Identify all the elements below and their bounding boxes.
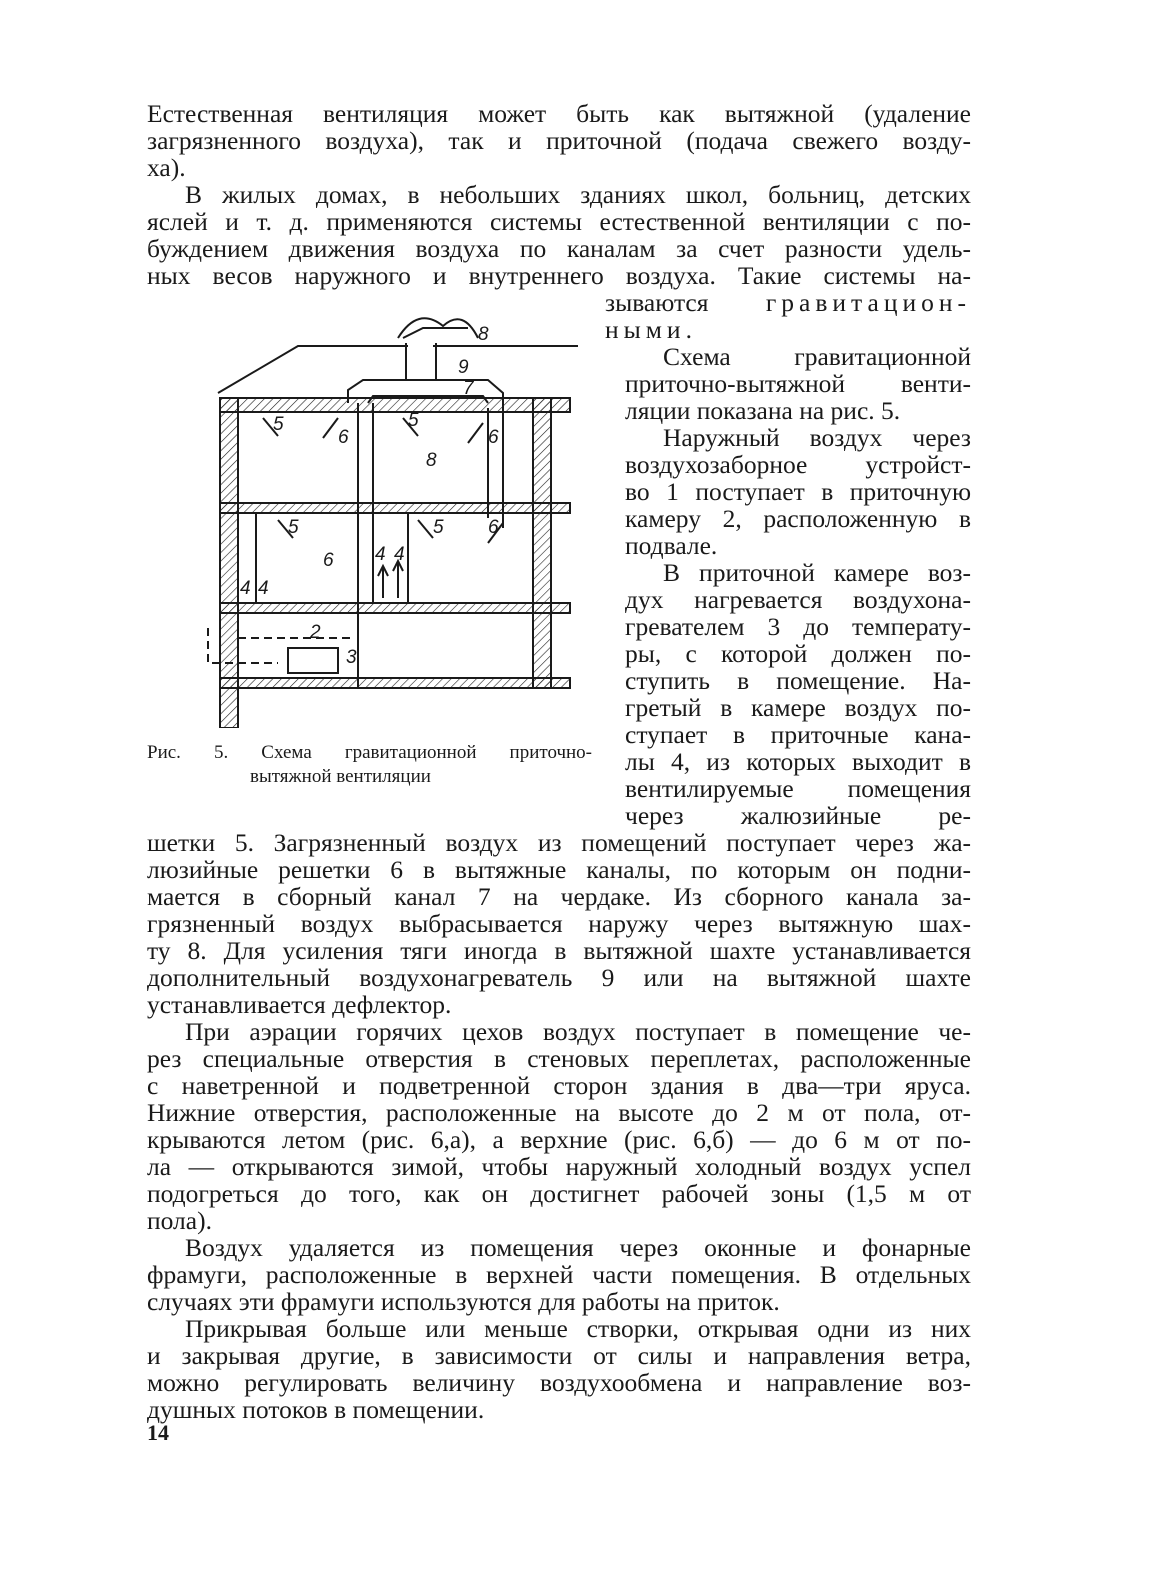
label-6: 6 [323, 550, 334, 571]
text-line: фрамуги, расположенные в верхней части помещения. В отдельных [147, 1260, 971, 1289]
label-4: 4 [375, 544, 386, 565]
text-line: яслей и т. д. применяются системы естественной вентиляции с по- [147, 207, 971, 236]
text-line: зываются [605, 288, 709, 317]
text-line: с наветренной и подветренной сторон здания в два—три яруса. [147, 1071, 971, 1100]
text-line: можно регулировать величину воздухообмена и направление воз- [147, 1368, 971, 1397]
text-line: камеру 2, расположенную в [625, 504, 971, 533]
text-line: мается в сборный канал 7 на чердаке. Из сборного канала за- [147, 882, 971, 911]
text-line: Естественная вентиляция может быть как вытяжной (удаление [147, 99, 971, 128]
text-line: ха). [147, 153, 186, 182]
label-5: 5 [273, 414, 284, 435]
text-line: гретый в камере воздух по- [625, 693, 971, 722]
text-line: и закрывая другие, в зависимости от силы и направления ветра, [147, 1341, 971, 1370]
label-2: 2 [310, 622, 321, 643]
roof-line [218, 346, 408, 393]
text-line: подвале. [625, 531, 718, 560]
label-6: 6 [338, 427, 349, 448]
text-line: люзийные решетки 6 в вытяжные каналы, по которым он подни- [147, 855, 971, 884]
label-9: 9 [458, 357, 469, 378]
text-line: вентилируемые помещения [625, 774, 971, 803]
ventilation-diagram [178, 298, 588, 728]
text-line: Наружный воздух через [663, 423, 971, 452]
text-line: ляции показана на рис. 5. [625, 396, 901, 425]
label-7: 7 [463, 378, 474, 399]
text-line: рез специальные отверстия в стеновых переплетах, расположенные [147, 1044, 971, 1073]
text-line: загрязненного воздуха), так и приточной (подача свежего возду- [147, 126, 971, 155]
figure-caption: вытяжной вентиляции [250, 766, 431, 787]
text-line: во 1 поступает в приточную [625, 477, 971, 506]
label-8: 8 [478, 324, 489, 345]
text-line: лы 4, из которых выходит в [625, 747, 971, 776]
text-line: устанавливается дефлектор. [147, 990, 452, 1019]
text-line: буждением движения воздуха по каналам за счет разности удель- [147, 234, 971, 263]
text-line: При аэрации горячих цехов воздух поступает в помещение че- [185, 1017, 971, 1046]
text-line: В жилых домах, в небольших зданиях школ, больниц, детских [185, 180, 971, 209]
text-line: крываются летом (рис. 6,а), а верхние (рис. 6,б) — до 6 м от по- [147, 1125, 971, 1154]
label-4: 4 [394, 544, 405, 565]
text-line: дополнительный воздухонагреватель 9 или на вытяжной шахте [147, 963, 971, 992]
text-line: ных весов наружного и внутреннего воздуха. Такие системы на- [147, 261, 971, 290]
text-line: пола). [147, 1206, 212, 1235]
text-line: случаях эти фрамуги используются для работы на приток. [147, 1287, 780, 1316]
page-number: 14 [147, 1420, 169, 1445]
text-line: В приточной камере воз- [663, 558, 971, 587]
emphasized-term: ными. [605, 315, 697, 344]
text-line: ры, с которой должен по- [625, 639, 971, 668]
text-line: ту 8. Для усиления тяги иногда в вытяжной шахте устанавливается [147, 936, 971, 965]
label-4: 4 [240, 578, 251, 599]
label-5: 5 [288, 517, 299, 538]
label-4: 4 [258, 578, 269, 599]
text-line: подогреться до того, как он достигнет рабочей зоны (1,5 м от [147, 1179, 971, 1208]
text-line: гревателем 3 до температу- [625, 612, 971, 641]
text-line: через жалюзийные ре- [625, 801, 971, 830]
figure-caption: Рис. 5. Схема гравитационной приточно- [147, 742, 592, 763]
label-5: 5 [433, 517, 444, 538]
label-6: 6 [488, 427, 499, 448]
label-6: 6 [488, 517, 499, 538]
text-line: ступить в помещение. На- [625, 666, 971, 695]
label-8: 8 [426, 450, 437, 471]
text-line: ла — открываются зимой, чтобы наружный холодный воздух успел [147, 1152, 971, 1181]
label-5: 5 [408, 410, 419, 431]
emphasized-term: гравитацион- [765, 288, 971, 317]
text-line: Прикрывая больше или меньше створки, открывая одни из них [185, 1314, 971, 1343]
text-line: Схема гравитационной [663, 342, 971, 371]
text-line: Нижние отверстия, расположенные на высоте до 2 м от пола, от- [147, 1098, 971, 1127]
text-line: ступает в приточные кана- [625, 720, 971, 749]
text-line: шетки 5. Загрязненный воздух из помещений поступает через жа- [147, 828, 971, 857]
text-line: дух нагревается воздухона- [625, 585, 971, 614]
text-line: грязненный воздух выбрасывается наружу через вытяжную шах- [147, 909, 971, 938]
text-line: душных потоков в помещении. [147, 1395, 485, 1424]
text-line: воздухозаборное устройст- [625, 450, 971, 479]
text-line: приточно-вытяжной венти- [625, 369, 971, 398]
text-line: Воздух удаляется из помещения через оконные и фонарные [185, 1233, 971, 1262]
label-3: 3 [346, 647, 357, 668]
